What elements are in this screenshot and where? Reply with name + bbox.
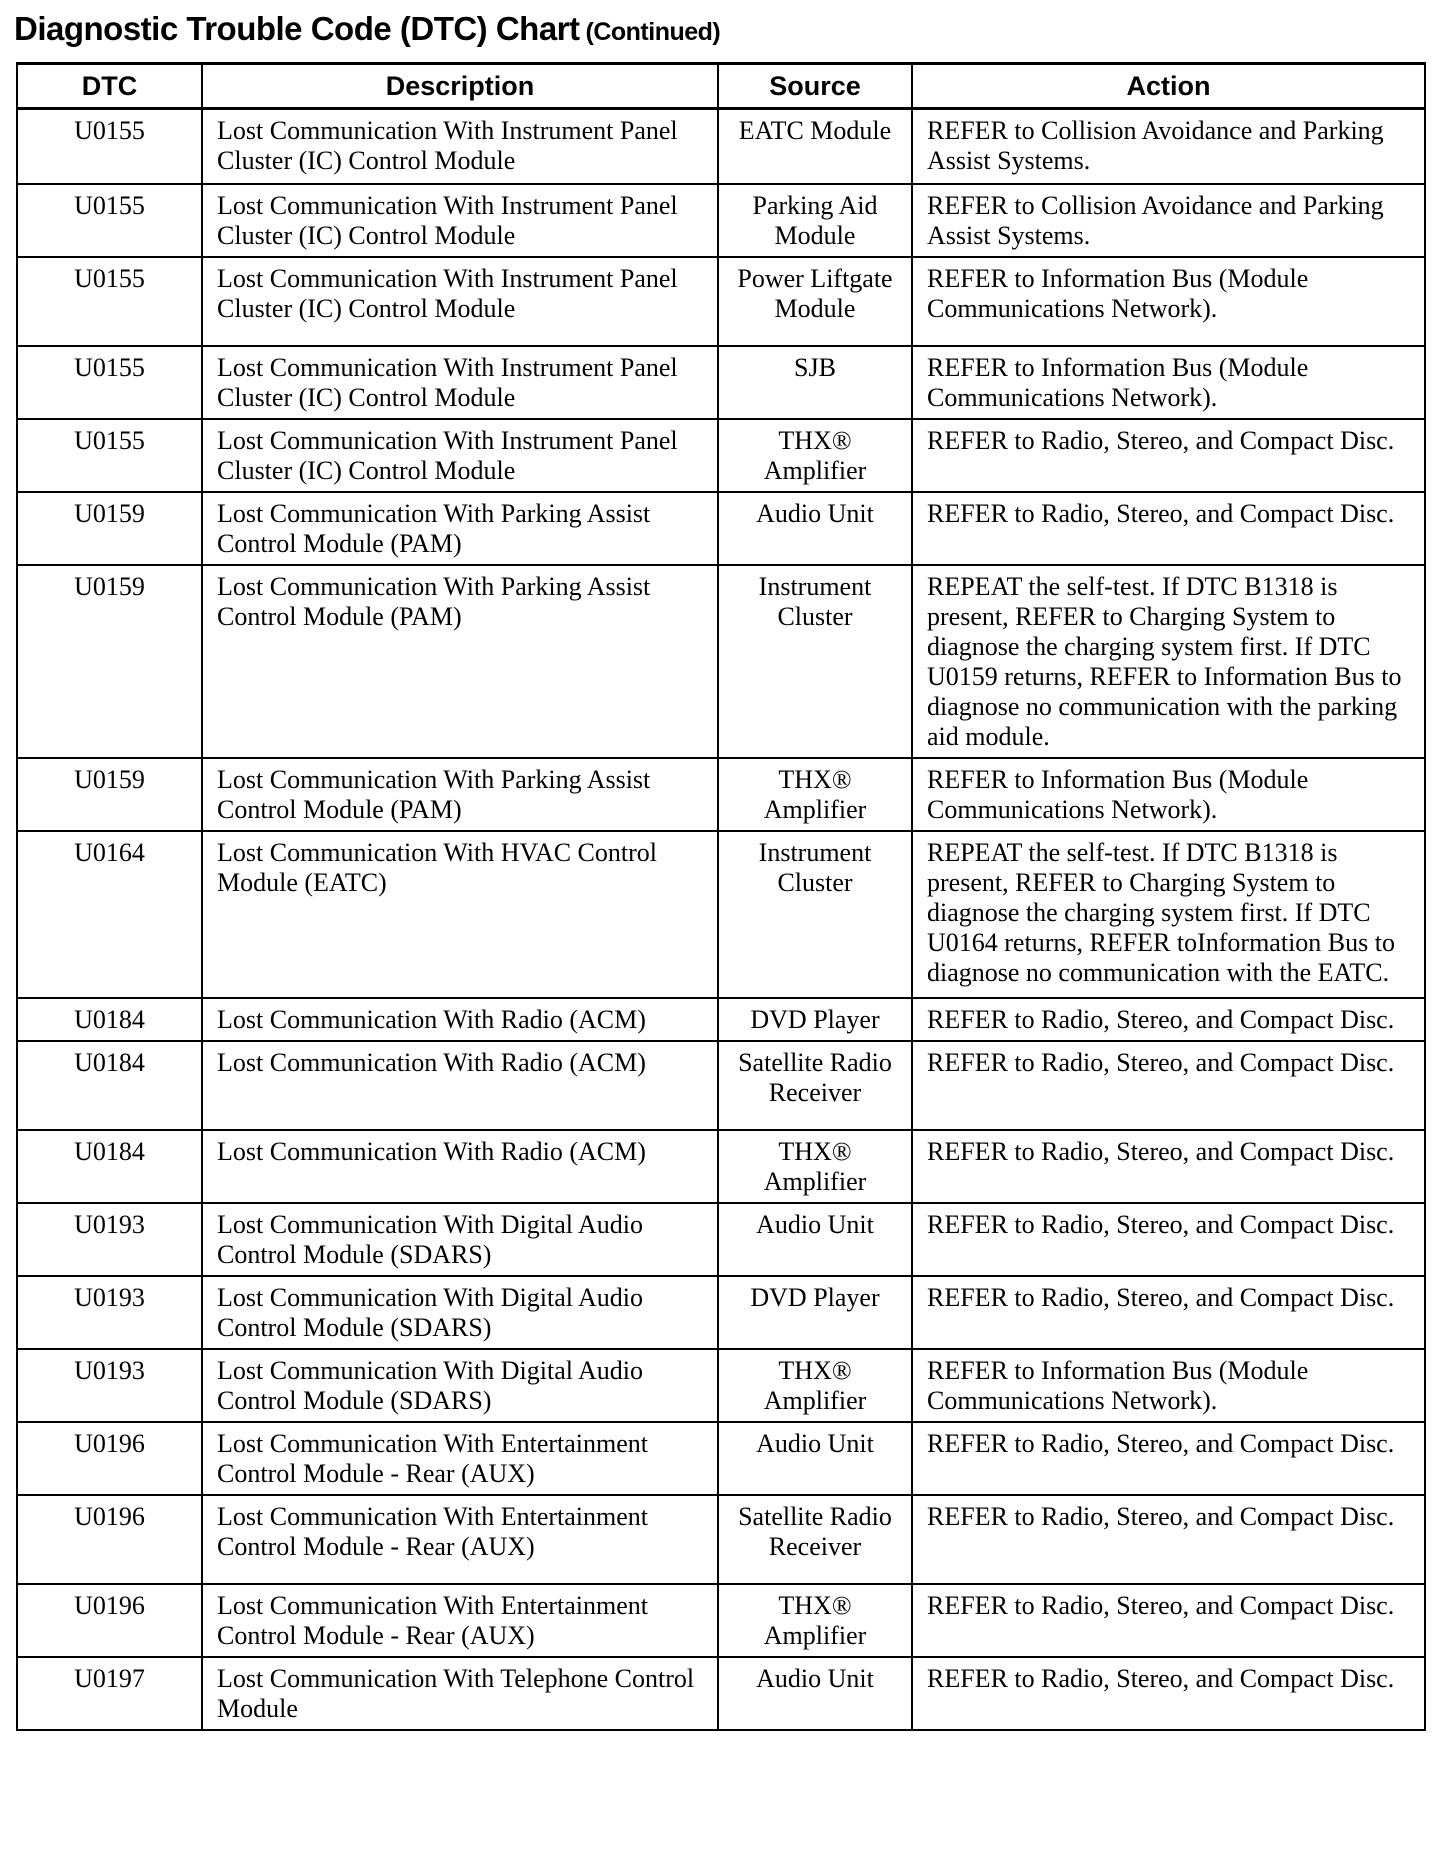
cell-source: DVD Player (718, 998, 912, 1041)
table-row (17, 1276, 1425, 1349)
cell-action: REFER to Radio, Stereo, and Compact Disc. (912, 1495, 1425, 1584)
table-body (17, 109, 1425, 1730)
cell-description: Lost Communication With Instrument Panel Cluster (IC) Control Module (202, 109, 718, 184)
cell-description: Lost Communication With Entertainment Control Module - Rear (AUX) (202, 1495, 718, 1584)
header-dtc: DTC (17, 64, 202, 109)
table-row (17, 1657, 1425, 1730)
cell-description: Lost Communication With Parking Assist Control Module (PAM) (202, 565, 718, 758)
cell-action: REFER to Collision Avoidance and Parking Assist Systems. (912, 109, 1425, 184)
cell-action: REPEAT the self-test. If DTC B1318 is present, REFER to Charging System to diagnose the charging system first. If DTC U0159 returns, REFER to Information Bus to diagnose no communication with the parking aid module. (912, 565, 1425, 758)
table-row (17, 1130, 1425, 1203)
cell-action: REFER to Collision Avoidance and Parking Assist Systems. (912, 184, 1425, 257)
table-row (17, 346, 1425, 419)
cell-dtc: U0184 (17, 1041, 202, 1130)
cell-dtc: U0193 (17, 1203, 202, 1276)
cell-dtc: U0184 (17, 1130, 202, 1203)
cell-dtc: U0196 (17, 1495, 202, 1584)
cell-dtc: U0159 (17, 758, 202, 831)
cell-description: Lost Communication With Instrument Panel Cluster (IC) Control Module (202, 419, 718, 492)
cell-source: Instrument Cluster (718, 831, 912, 998)
cell-description: Lost Communication With Telephone Control Module (202, 1657, 718, 1730)
cell-source: SJB (718, 346, 912, 419)
table-row (17, 257, 1425, 346)
cell-source: Power Liftgate Module (718, 257, 912, 346)
table-header-row (17, 64, 1425, 109)
cell-source: EATC Module (718, 109, 912, 184)
table-row (17, 758, 1425, 831)
cell-action: REFER to Radio, Stereo, and Compact Disc. (912, 1657, 1425, 1730)
cell-description: Lost Communication With Digital Audio Control Module (SDARS) (202, 1203, 718, 1276)
title-main: Diagnostic Trouble Code (DTC) Chart (14, 10, 580, 47)
table-row (17, 831, 1425, 998)
cell-source: Audio Unit (718, 1203, 912, 1276)
table-row (17, 184, 1425, 257)
cell-source: THX® Amplifier (718, 1584, 912, 1657)
cell-source: Audio Unit (718, 492, 912, 565)
cell-source: Instrument Cluster (718, 565, 912, 758)
cell-description: Lost Communication With Parking Assist Control Module (PAM) (202, 492, 718, 565)
cell-action: REFER to Information Bus (Module Communications Network). (912, 257, 1425, 346)
table-row (17, 1495, 1425, 1584)
cell-action: REPEAT the self-test. If DTC B1318 is present, REFER to Charging System to diagnose the charging system first. If DTC U0164 returns, REFER toInformation Bus to diagnose no communication with the EATC. (912, 831, 1425, 998)
cell-action: REFER to Radio, Stereo, and Compact Disc. (912, 1041, 1425, 1130)
cell-dtc: U0155 (17, 419, 202, 492)
cell-dtc: U0155 (17, 184, 202, 257)
dtc-table (16, 62, 1426, 1731)
cell-dtc: U0196 (17, 1584, 202, 1657)
cell-action: REFER to Radio, Stereo, and Compact Disc. (912, 998, 1425, 1041)
cell-action: REFER to Radio, Stereo, and Compact Disc. (912, 1203, 1425, 1276)
table-row (17, 1422, 1425, 1495)
cell-source: THX® Amplifier (718, 1130, 912, 1203)
cell-description: Lost Communication With Entertainment Control Module - Rear (AUX) (202, 1422, 718, 1495)
cell-dtc: U0155 (17, 257, 202, 346)
header-action: Action (912, 64, 1425, 109)
table-row (17, 1349, 1425, 1422)
cell-description: Lost Communication With Parking Assist Control Module (PAM) (202, 758, 718, 831)
cell-action: REFER to Radio, Stereo, and Compact Disc. (912, 1130, 1425, 1203)
cell-source: Audio Unit (718, 1422, 912, 1495)
cell-description: Lost Communication With Radio (ACM) (202, 998, 718, 1041)
cell-description: Lost Communication With Instrument Panel Cluster (IC) Control Module (202, 346, 718, 419)
cell-dtc: U0193 (17, 1349, 202, 1422)
cell-description: Lost Communication With Digital Audio Control Module (SDARS) (202, 1276, 718, 1349)
table-row (17, 419, 1425, 492)
cell-source: THX® Amplifier (718, 758, 912, 831)
cell-dtc: U0159 (17, 492, 202, 565)
cell-description: Lost Communication With Instrument Panel Cluster (IC) Control Module (202, 184, 718, 257)
cell-source: THX® Amplifier (718, 1349, 912, 1422)
cell-description: Lost Communication With Radio (ACM) (202, 1130, 718, 1203)
cell-source: Satellite Radio Receiver (718, 1495, 912, 1584)
title-sub: (Continued) (585, 18, 721, 46)
cell-source: DVD Player (718, 1276, 912, 1349)
cell-dtc: U0155 (17, 346, 202, 419)
cell-dtc: U0164 (17, 831, 202, 998)
table-row (17, 492, 1425, 565)
cell-source: Satellite Radio Receiver (718, 1041, 912, 1130)
table-row (17, 109, 1425, 184)
table-row (17, 1203, 1425, 1276)
cell-source: Parking Aid Module (718, 184, 912, 257)
cell-source: THX® Amplifier (718, 419, 912, 492)
table-row (17, 1584, 1425, 1657)
cell-dtc: U0193 (17, 1276, 202, 1349)
cell-action: REFER to Radio, Stereo, and Compact Disc. (912, 1276, 1425, 1349)
cell-action: REFER to Radio, Stereo, and Compact Disc. (912, 1422, 1425, 1495)
cell-dtc: U0196 (17, 1422, 202, 1495)
cell-description: Lost Communication With Digital Audio Control Module (SDARS) (202, 1349, 718, 1422)
cell-source: Audio Unit (718, 1657, 912, 1730)
cell-description: Lost Communication With HVAC Control Module (EATC) (202, 831, 718, 998)
cell-action: REFER to Radio, Stereo, and Compact Disc. (912, 1584, 1425, 1657)
page-title (14, 10, 720, 48)
cell-description: Lost Communication With Instrument Panel Cluster (IC) Control Module (202, 257, 718, 346)
cell-action: REFER to Radio, Stereo, and Compact Disc. (912, 492, 1425, 565)
cell-description: Lost Communication With Entertainment Control Module - Rear (AUX) (202, 1584, 718, 1657)
cell-dtc: U0159 (17, 565, 202, 758)
cell-dtc: U0155 (17, 109, 202, 184)
cell-dtc: U0184 (17, 998, 202, 1041)
cell-description: Lost Communication With Radio (ACM) (202, 1041, 718, 1130)
header-source: Source (718, 64, 912, 109)
table-row (17, 565, 1425, 758)
cell-action: REFER to Radio, Stereo, and Compact Disc. (912, 419, 1425, 492)
cell-dtc: U0197 (17, 1657, 202, 1730)
table-row (17, 998, 1425, 1041)
cell-action: REFER to Information Bus (Module Communications Network). (912, 1349, 1425, 1422)
cell-action: REFER to Information Bus (Module Communications Network). (912, 758, 1425, 831)
table-row (17, 1041, 1425, 1130)
header-description: Description (202, 64, 718, 109)
cell-action: REFER to Information Bus (Module Communications Network). (912, 346, 1425, 419)
